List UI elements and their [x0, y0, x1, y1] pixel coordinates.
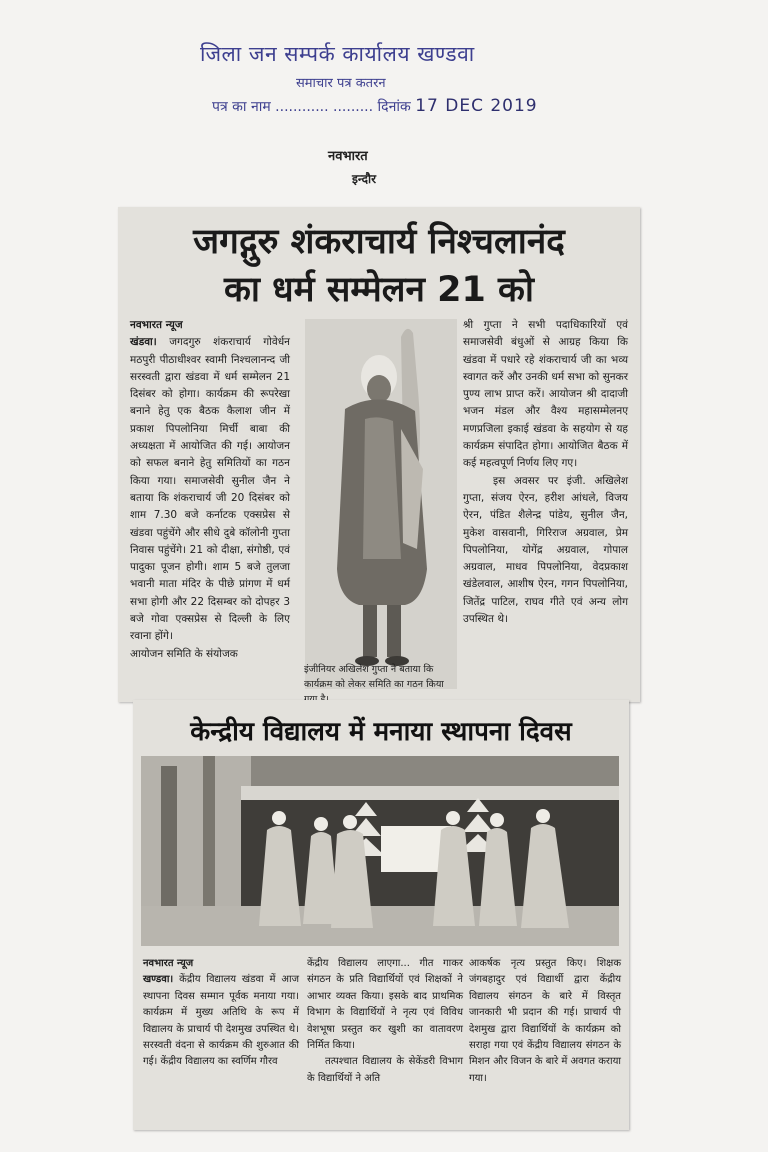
stamp-paper-label: पत्र का नाम ............ .........: [212, 99, 374, 115]
article1-left-body: जगदगुरु शंकराचार्य गोवेर्धन मठपुरी पीठाधीश्वर स्वामी निश्चलानन्द जी सरस्वती द्वारा खंडवा में धर्म सम्मेलन 21 दिसंबर को होगा। कार्यक्रम की रूपरेखा बनाने हेतु एक बैठक कैलाश जीन में प्रकाश पिपलोनिया मिर्ची बाबा की अध्यक्षता में आयोजित की गई। आयोजन को सफल बनाने हेतु समितियों का गठन किया गया। समाजसेवी सुनील जैन ने बताया कि शंकराचार्य जी 20 दिसंबर को शाम 7.30 बजे कर्नाटक एक्सप्रेस से खंडवा पहुंचेंगे और सीधे दुबे कॉलोनी गुप्ता निवास पहुंचेंगे। 21 को दीक्षा, संगोष्ठी, एवं पादुका पूजन होगी। शाम 5 बजे तुलजा भवानी माता मंदिर के पीछे प्रांगण में धर्म सभा होगी और 22 दिसम्बर को दोपहर 3 बजे गोवा एक्सप्रेस से दिल्ली के लिए रवाना होंगे।: [130, 336, 291, 643]
office-stamp-title: जिला जन सम्पर्क कार्यालय खण्डवा: [200, 42, 475, 66]
newspaper-city: इन्दौर: [352, 172, 376, 186]
article1-right-column: [463, 317, 628, 628]
article1-right-body-2: इस अवसर पर इंजी. अखिलेश गुप्ता, संजय ऐरन, हरीश आंधले, विजय ऐरन, पंडित शैलेन्द्र पांडेय, सुनील जैन, मुकेश वासवानी, गिरिराज अग्रवाल, प्रेम पिपलोनिया, योगेंद्र अग्रवाल, गोपाल अग्रवाल, माधव पिपलोनिया, वेदप्रकाश खंडेलवाल, आशीष ऐरन, गगन पिपलोनिया, जितेंद्र पाटिल, राघव गीते एवं अन्य लोग उपस्थित थे।: [463, 474, 628, 626]
article1-right-body: श्री गुप्ता ने सभी पदाधिकारियों एवं समाजसेवी बंधुओं से आग्रह किया कि खंडवा में पधारे रहे शंकराचार्य जी का भव्य स्वागत करें और उनकी धर्म सभा को सुनकर पुण्य लाभ प्राप्त करें। आयोजन श्री दादाजी भजन मंडल और वैश्य महासम्मेलनए मणप्रजिला इकाई खंडवा के सहयोग से यह कार्यक्रम संपादित होगा। आयोजित बैठक में कई महत्वपूर्ण निर्णय लिए गए।: [463, 319, 628, 470]
article1-left-column: [130, 317, 290, 663]
article2-col2-body-b: तत्पश्चात विद्यालय के सेकेंडरी विभाग के विद्यार्थियों ने अति: [307, 1056, 463, 1084]
article2-col3-body: आकर्षक नृत्य प्रस्तुत किए। शिक्षक जंगबहादुर एवं विद्यार्थी द्वारा केंद्रीय विद्यालय संगठन के बारे में विस्तृत जानकारी भी प्रदान की गई। प्राचार्य पी देशमुख द्वारा विद्यार्थियों के कार्यक्रम को सराहा गया एवं केंद्रीय विद्यालय संगठन के मिशन और विजन के बारे में अवगत कराया गया।: [469, 958, 621, 1084]
clipping-kendriya-vidyalaya: [133, 700, 629, 1130]
headline-line-1: जगद्गुरु शंकराचार्य निश्चलानंद: [193, 222, 565, 262]
article1-left-tail: आयोजन समिति के संयोजक: [130, 647, 238, 660]
stamp-date-row: [212, 96, 538, 116]
stamp-date-label: दिनांक: [377, 99, 411, 115]
article2-col1-body: केंद्रीय विद्यालय खंडवा में आज स्थापना दिवस सम्मान पूर्वक मनाया गया। कार्यक्रम में मुख्य अतिथि के रूप में विद्यालय के प्राचार्य पी देशमुख उपस्थित थे। सरस्वती वंदना से कार्यक्रम की शुरुआत की गई। केंद्रीय विद्यालय का स्वर्णिम गौरव: [143, 974, 300, 1068]
article2-column-1: [143, 956, 299, 1071]
byline-kv: नवभारत न्यूज: [143, 958, 194, 969]
photo-shankaracharya: [305, 319, 457, 689]
clipping-shankaracharya: [118, 207, 640, 702]
stamp-subtitle: समाचार पत्र कतरन: [296, 76, 386, 91]
byline: नवभारत न्यूज: [130, 319, 183, 331]
dateline-kv: खण्डवा।: [143, 974, 174, 986]
stamp-date-value: 17 DEC 2019: [415, 96, 538, 116]
photo-dance-performance: [141, 756, 619, 946]
photo-caption: इंजीनियर अखिलेश गुप्ता ने बताया कि कार्यक्रम को लेकर समिति का गठन किया: [304, 664, 444, 690]
article2-column-3: [469, 956, 621, 1087]
article2-col2-body: केंद्रीय विद्यालय लाएगा... गीत गाकर संगठन के प्रति विद्यार्थियों एवं शिक्षकों ने आभार व्यक्त किया। इसके बाद प्राथमिक विभाग के विद्यार्थियों ने नृत्य एवं विविध वेशभूषा प्रस्तुत कर खुशी का वातावरण निर्मित किया।: [307, 958, 463, 1052]
headline-line-2: का धर्म सम्मेलन 21 को: [223, 270, 534, 310]
headline-kv: केन्द्रीय विद्यालय में मनाया स्थापना दिवस: [190, 717, 572, 747]
newspaper-name: नवभारत: [328, 149, 368, 164]
article2-column-2: [307, 956, 463, 1087]
dateline: खंडवा।: [130, 336, 157, 349]
